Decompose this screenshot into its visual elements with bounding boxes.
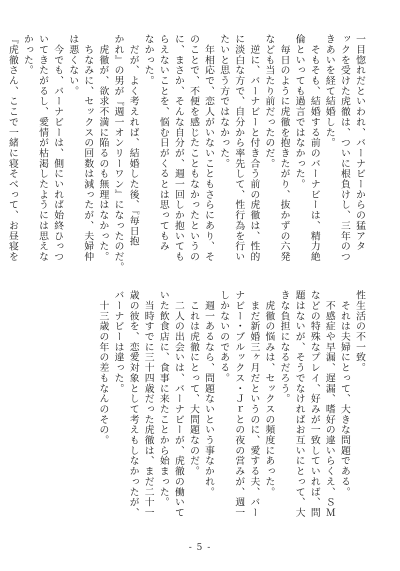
- text-line: 一目惚れだといわれ、バーナビーからの猛アタ: [354, 34, 365, 252]
- text-line: これは虎徹にとって、大問題なのだ。: [187, 290, 199, 477]
- text-line: 倫といっても過言ではなかった。: [293, 34, 305, 190]
- text-line: 題はないが、そうでなければお互いにとって、大: [293, 290, 305, 518]
- text-line: 今でも、バーナビーは、側にいれば始終ひっつ: [52, 34, 64, 262]
- text-line: まだ新婚三ヶ月だというのに、愛する夫、バー: [248, 290, 260, 518]
- text-line: 歳の彼を、恋愛対象として考えもしなかったが、: [127, 290, 139, 518]
- text-line: 二人の出会いは、バーナビーが、虎徹の働いて: [172, 290, 184, 518]
- text-line: に淡白な方で、自分から率先して、性行為を行い: [233, 34, 245, 262]
- text-line: しかないのである。: [218, 290, 230, 384]
- text-line: などの特殊なプレイ、好みが一致していれば、問: [308, 290, 320, 518]
- text-line: 虎徹の悩みは、セックスの頻度にあった。: [263, 290, 275, 497]
- text-line: ックを受けた虎徹は、ついに根負けし、三年のつ: [338, 34, 350, 262]
- text-line: 毎日のように虎徹を抱きたがり、抜かずの六発: [278, 34, 290, 262]
- text-line: 当時すでに三十四歳だった虎徹は、まだ二十一: [142, 290, 154, 518]
- upper-text-block: [6, 34, 367, 276]
- text-line: 逆に、バーナビーと付き合う前の虎徹は、性的: [248, 34, 260, 262]
- text-line: 不感症や早漏、遅漏、嗜好の違いらくえ、ＳＭ: [323, 290, 335, 518]
- text-line: きあいを経て結婚した。: [323, 34, 335, 148]
- text-line: かれ』の男が『週一オンリーワン』になったのだ。: [112, 34, 124, 273]
- text-line: ちなみに、セックスの回数は減ったが、夫婦仲: [82, 34, 94, 262]
- text-line: そもそも、結婚する前のバーナビーは、精力絶: [308, 34, 320, 262]
- text-line: かった。: [21, 34, 33, 76]
- text-line: 虎徹が、欲求不満に陥るのも無理はなかった。: [97, 34, 109, 262]
- text-line: らえないことを、悩む日がくるとは思ってもみ: [157, 34, 169, 252]
- text-line: 年相応で、恋人がいないこともさらにあり、そ: [203, 34, 215, 262]
- text-line: いた飲食店に、食事に来たことから始まった。: [157, 290, 169, 508]
- text-line: 十三歳の年の差もなんのその。: [97, 290, 109, 446]
- text-line: 週一あるなら、問題ないという事なかれ。: [203, 290, 215, 497]
- text-line: たいと思う方ではなかった。: [218, 34, 230, 169]
- text-line: それは夫婦にとって、大きな問題である。: [338, 290, 350, 497]
- lower-text-block: [31, 290, 367, 532]
- text-line: 『虎徹さん、ここで一緒に寝そべって、お昼寝を: [6, 34, 18, 262]
- page-number: - 5 -: [188, 543, 212, 553]
- text-line: なども当たり前だったのだ。: [263, 34, 275, 169]
- text-line: ナビー・ブルックス・Ｊｒとの夜の営みが、週一: [233, 290, 245, 518]
- text-line: きな負担になるだろう。: [278, 290, 290, 404]
- text-line: なかった。: [142, 34, 154, 86]
- text-line: に、まさか、そんな自分が、週一回しか抱いても: [172, 34, 184, 262]
- text-line: いてきたがるし、愛情が枯渇したようには思えな: [37, 34, 49, 262]
- text-line: だが、よく考えれば、結婚した後、『毎日抱: [127, 34, 139, 247]
- text-line: は悪くない。: [67, 34, 79, 97]
- text-line: のことで、不便を感じたこともなかったというの: [187, 34, 199, 262]
- text-line: 性生活の不一致。: [354, 290, 365, 373]
- text-line: バーナビーは違った。: [112, 290, 124, 394]
